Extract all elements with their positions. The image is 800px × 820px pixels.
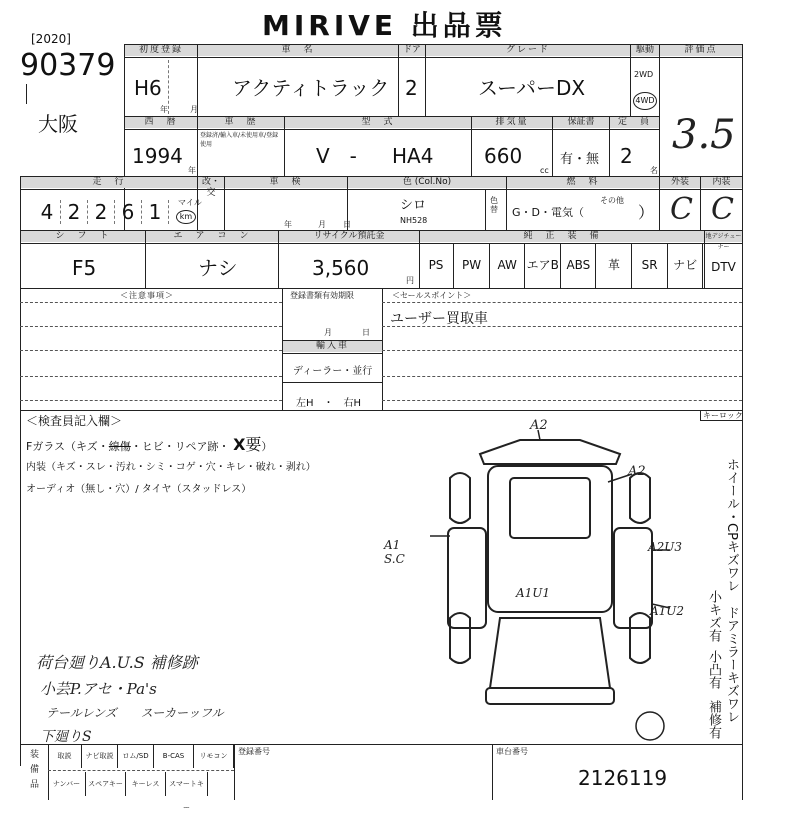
mileage-digit: 1 <box>142 200 169 224</box>
first-reg-year-unit: 年 <box>160 105 168 114</box>
hdr-rating: 評価点 <box>660 45 742 56</box>
car-name-value: アクティトラック <box>232 76 390 100</box>
fuel-close: ） <box>638 203 655 222</box>
rating-value: 3.5 <box>672 112 736 158</box>
model-value: HA4 <box>392 144 434 168</box>
footer-item-bottom: スマートキー <box>166 772 208 796</box>
footer-item-bottom: キーレス <box>126 772 166 796</box>
hand-note-4: 下廻りS <box>40 729 92 745</box>
vertical-note-5: 補修有 <box>706 700 721 739</box>
equipment-cell: エアB <box>526 243 561 288</box>
hdr-notes: ＜注意事項＞ <box>120 291 174 300</box>
footer-item-top: ロム/SD <box>118 744 154 768</box>
footer-item-bottom: スペアキー <box>86 772 126 796</box>
hdr-capacity: 定 員 <box>610 117 659 128</box>
recycle-value: 3,560 <box>312 256 370 280</box>
reg-month: 月 <box>324 328 332 337</box>
footer-equip-label: 装 備 品 <box>30 750 40 790</box>
hdr-tuner: 地デジチューナー <box>705 233 742 251</box>
footer-item-top: 取説 <box>48 744 82 768</box>
line1-close: ） <box>261 440 273 453</box>
lot-number: 90379 <box>20 48 116 83</box>
diagram-left-wheel-rear <box>450 473 470 523</box>
grade-value: スーパーDX <box>478 76 586 100</box>
diagram-left-side <box>448 528 486 628</box>
hdr-exterior: 外装 <box>660 177 700 188</box>
equipment-cell: SR <box>633 243 668 288</box>
unit-mile: マイル <box>178 198 202 207</box>
aircon-value: ナシ <box>198 256 238 280</box>
cc-unit: cc <box>540 166 549 175</box>
sales-point-value: ユーザー買取車 <box>390 311 488 327</box>
tuner-value: DTV <box>711 260 736 274</box>
damage-annotation-lines <box>430 430 670 608</box>
inspection-month: 月 <box>318 220 326 229</box>
mark-rear-right: A2 <box>628 464 646 479</box>
door-value: 2 <box>405 76 418 100</box>
year-tag: [2020] <box>31 32 71 46</box>
mileage-digit: 2 <box>88 200 115 224</box>
vertical-note-1: ホイール・CPキズワレ <box>724 458 739 592</box>
first-reg-value: H6 <box>134 76 162 100</box>
unit-km-circled: km <box>176 210 196 224</box>
hdr-grade: グレード <box>426 45 630 56</box>
year-value: 1994 <box>132 144 183 168</box>
fuel-other-label: その他 <box>600 196 624 205</box>
mark-left-side: A1 S.C <box>384 538 405 566</box>
import-type: ディーラー・並行 <box>293 366 373 377</box>
inspector-line3: オーディオ（無し・穴）/ タイヤ（スタッドレス） <box>26 484 252 495</box>
equipment-cell: ナビ <box>668 243 703 288</box>
diagram-rear-bumper <box>480 440 620 464</box>
capacity-value: 2 <box>620 144 633 168</box>
hdr-inspection: 車 検 <box>225 177 347 188</box>
hdr-import: 輸入車 <box>283 341 382 352</box>
hdr-odometer-change: 改・交 <box>198 177 224 188</box>
displacement-value: 660 <box>484 144 523 168</box>
steering: 左H ・ 右H <box>296 398 362 409</box>
mileage-digits <box>34 200 169 224</box>
line1-strike: 線傷 <box>108 440 131 453</box>
hdr-history: 車 歴 <box>198 117 284 128</box>
diagram-cab <box>490 618 610 688</box>
hdr-recycle: リサイクル預託金 <box>279 231 419 242</box>
hdr-interior: 内装 <box>701 177 742 188</box>
diagram-right-side <box>614 528 652 628</box>
first-reg-month-unit: 月 <box>190 105 198 114</box>
model-prefix: V - <box>316 144 357 168</box>
hdr-warranty: 保証書 <box>553 117 609 128</box>
mileage-digit: 6 <box>115 200 142 224</box>
exterior-value: C <box>670 192 693 227</box>
mark-right-upper: A2U3 <box>648 540 683 554</box>
color-code: NH528 <box>400 216 428 225</box>
diagram-left-wheel-front <box>450 613 470 663</box>
footer-item-top: B-CAS <box>154 744 194 768</box>
diagram-spare-wheel <box>636 712 664 740</box>
hand-note-3: テールレンズ スーカーッフル <box>46 706 224 720</box>
hdr-first-reg: 初度登録 <box>125 45 197 56</box>
inspection-day: 日 <box>343 220 351 229</box>
year-unit: 年 <box>188 166 196 175</box>
equipment-cell: ABS <box>561 243 596 288</box>
capacity-unit: 名 <box>650 166 658 175</box>
reg-day: 日 <box>362 328 370 337</box>
diagram-right-wheel-rear <box>630 473 650 523</box>
hdr-equipment: 純 正 装 備 <box>420 231 704 242</box>
hdr-mileage: 走 行 <box>21 177 197 188</box>
hdr-fuel: 燃 料 <box>507 177 659 188</box>
diagram-roof <box>510 478 590 538</box>
hdr-car-name: 車 名 <box>198 45 398 56</box>
hdr-color: 色 (Col.No) <box>348 177 506 188</box>
line1-req: 要 <box>245 435 262 454</box>
equipment-cell: AW <box>490 243 525 288</box>
drive-4wd-circled: 4WD <box>633 92 657 110</box>
hdr-drive: 駆動 <box>631 45 659 56</box>
mark-rear: A2 <box>530 418 548 433</box>
mark-center: A1U1 <box>516 586 551 600</box>
fuel-value: G・D・電気（ <box>512 206 584 219</box>
footer-item-top: リモコン <box>194 744 234 768</box>
equipment-cell: 革 <box>597 243 632 288</box>
vertical-note-4: 小凸有 <box>706 650 721 689</box>
inspection-year: 年 <box>284 220 292 229</box>
form-title: MIRIVE 出品票 <box>262 9 507 42</box>
hdr-aircon: エ ア コ ン <box>146 231 278 242</box>
mileage-digit: 4 <box>34 200 61 224</box>
diagram-front-bumper <box>486 688 614 704</box>
shift-value: F5 <box>72 256 97 280</box>
inspector-title: ＜検査員記入欄＞ <box>26 414 123 428</box>
line1-prefix: Fガラス（キズ・ <box>26 440 109 453</box>
chassis-value: 2126119 <box>578 766 668 790</box>
history-sub: 登録済/輸入車/未使用車/登録使用 <box>200 132 279 148</box>
drive-2wd: 2WD <box>634 70 654 79</box>
line1-suffix: ・ヒビ・リペア跡・ <box>130 440 230 453</box>
hand-note-2: 小芸P.アセ・Pa's <box>40 680 157 698</box>
footer-item-bottom: ナンバー <box>48 772 86 796</box>
equipment-cell: PW <box>455 243 490 288</box>
keylock-label: キーロック <box>703 411 743 420</box>
diagram-right-wheel-front <box>630 613 650 663</box>
hdr-door: ドア <box>399 45 425 56</box>
hdr-shift: シ フ ト <box>21 231 145 242</box>
vertical-note-2: ドアミラーキズワレ <box>724 606 739 723</box>
hand-note-1: 荷台廻りA.U.S 補修跡 <box>36 653 198 672</box>
vertical-note-3: 小キズ有 <box>706 590 721 642</box>
left-bracket <box>26 84 27 104</box>
hdr-displacement: 排気量 <box>472 117 552 128</box>
location: 大阪 <box>38 112 78 136</box>
hdr-western-year: 西 暦 <box>125 117 197 128</box>
hdr-sales-point: ＜セールスポイント＞ <box>392 291 472 300</box>
hdr-reg-no: 登録番号 <box>238 747 270 756</box>
footer-item-top: ナビ取説 <box>82 744 118 768</box>
hdr-chassis: 車台番号 <box>496 747 528 756</box>
hdr-model: 型 式 <box>285 117 471 128</box>
hdr-reg-deadline: 登録書類有効期限 <box>290 291 354 300</box>
color-change-label: 色替 <box>490 196 498 214</box>
equipment-cell: PS <box>419 243 454 288</box>
line1-mark: X <box>233 435 246 454</box>
mark-right-lower: A1U2 <box>650 604 685 618</box>
warranty-value: 有・無 <box>560 152 600 167</box>
yen-unit: 円 <box>406 276 414 285</box>
inspector-line1 <box>26 432 272 455</box>
inspector-line2: 内装（キズ・スレ・汚れ・シミ・コゲ・穴・キレ・破れ・剥れ） <box>26 462 316 473</box>
interior-value: C <box>711 192 734 227</box>
mileage-digit: 2 <box>61 200 88 224</box>
color-value: シロ <box>400 198 427 213</box>
